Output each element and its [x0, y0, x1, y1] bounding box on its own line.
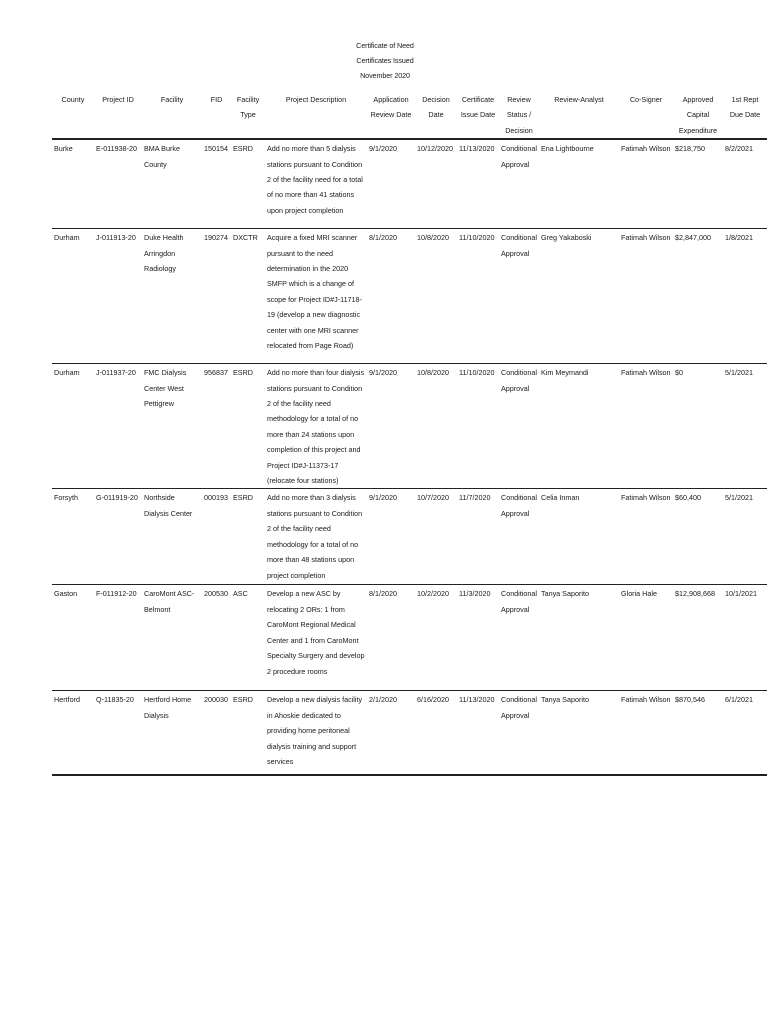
cell-review-analyst: Greg Yakaboski	[541, 233, 592, 243]
col-first-report-due-date: 1st Rept Due Date	[729, 95, 761, 120]
cell-application-review-date: 9/1/2020	[369, 144, 397, 154]
cell-application-review-date: 8/1/2020	[369, 233, 397, 243]
cell-certificate-issue-date: 11/7/2020	[459, 493, 491, 503]
cell-approved-capital: $2,847,000	[675, 233, 711, 243]
cell-project-description: Develop a new dialysis facility in Ahoskie dedicated to providing home peritoneal dialysis training and support services	[267, 695, 363, 767]
col-decision-date: Decision Date	[422, 95, 450, 120]
col-project-description: Project Description	[285, 95, 347, 104]
cell-facility: Hertford Home Dialysis	[144, 695, 192, 720]
cell-county: Hertford	[54, 695, 80, 705]
table-row	[52, 489, 767, 585]
cell-facility-type: ESRD	[233, 493, 253, 503]
cell-co-signer: Fatimah Wilson	[621, 695, 671, 705]
cell-fid: 200030	[204, 695, 228, 705]
cell-fid: 956837	[204, 368, 228, 378]
cell-application-review-date: 2/1/2020	[369, 695, 397, 705]
col-county: County	[61, 95, 85, 104]
cell-application-review-date: 8/1/2020	[369, 589, 397, 599]
cell-application-review-date: 9/1/2020	[369, 368, 397, 378]
table-row	[52, 691, 767, 776]
cell-facility-type: DXCTR	[233, 233, 258, 243]
cell-decision-date: 10/8/2020	[417, 233, 449, 243]
cell-project-description: Add no more than four dialysis stations pursuant to Condition 2 of the facility need methodology for a total of no more than 24 stations upon completion of this project and Project ID#J-11373-17 (relocate four stations)	[267, 368, 365, 486]
col-certificate-issue-date: Certificate Issue Date	[460, 95, 496, 120]
cell-review-analyst: Tanya Saporito	[541, 695, 589, 705]
cell-certificate-issue-date: 11/3/2020	[459, 589, 491, 599]
col-application-review-date: Application Review Date	[370, 95, 412, 120]
cell-first-report-due-date: 5/1/2021	[725, 493, 753, 503]
table-row	[52, 364, 767, 489]
cell-co-signer: Fatimah Wilson	[621, 144, 671, 154]
cell-decision-date: 10/2/2020	[417, 589, 449, 599]
cell-decision-date: 10/12/2020	[417, 144, 453, 154]
cell-review-status: Conditional Approval	[501, 233, 537, 258]
table-row	[52, 585, 767, 691]
cell-approved-capital: $870,546	[675, 695, 705, 705]
col-co-signer: Co-Signer	[629, 95, 663, 104]
document-title	[0, 38, 770, 83]
cell-facility: CaroMont ASC-Belmont	[144, 589, 195, 614]
certificates-table	[52, 92, 767, 776]
cell-decision-date: 6/16/2020	[417, 695, 449, 705]
cell-first-report-due-date: 8/2/2021	[725, 144, 753, 154]
cell-application-review-date: 9/1/2020	[369, 493, 397, 503]
table-row	[52, 139, 767, 229]
cell-project-id: Q-11835-20	[96, 695, 134, 705]
cell-first-report-due-date: 1/8/2021	[725, 233, 753, 243]
cell-co-signer: Gloria Hale	[621, 589, 657, 599]
cell-project-description: Develop a new ASC by relocating 2 ORs: 1 from CaroMont Regional Medical Center and 1 from CaroMont Specialty Surgery and develop 2 procedure rooms	[267, 589, 365, 676]
cell-facility: Duke Health Arringdon Radiology	[144, 233, 184, 274]
cell-fid: 000193	[204, 493, 228, 503]
cell-certificate-issue-date: 11/10/2020	[459, 368, 495, 378]
cell-facility-type: ASC	[233, 589, 248, 599]
col-fid: FID	[210, 95, 223, 104]
col-facility: Facility	[160, 95, 184, 104]
col-approved-capital-expenditure: Approved Capital Expenditure	[678, 95, 718, 135]
cell-review-status: Conditional Approval	[501, 368, 537, 393]
title-line-1: Certificate of Need	[356, 41, 414, 50]
cell-decision-date: 10/7/2020	[417, 493, 449, 503]
cell-county: Gaston	[54, 589, 78, 599]
cell-fid: 200530	[204, 589, 228, 599]
cell-first-report-due-date: 10/1/2021	[725, 589, 757, 599]
cell-review-status: Conditional Approval	[501, 695, 537, 720]
cell-county: Durham	[54, 233, 80, 243]
col-project-id: Project ID	[102, 95, 134, 104]
cell-project-id: F-011912-20	[96, 589, 137, 599]
cell-approved-capital: $0	[675, 368, 683, 378]
col-review-analyst: Review-Analyst	[554, 95, 604, 104]
cell-project-id: G-011919-20	[96, 493, 138, 503]
table-header-row	[52, 92, 767, 139]
table-row	[52, 229, 767, 364]
cell-project-description: Add no more than 3 dialysis stations pursuant to Condition 2 of the facility need methodology for a total of no more than 48 stations upon project completion	[267, 493, 363, 580]
col-facility-type: Facility Type	[236, 95, 260, 120]
cell-approved-capital: $60,400	[675, 493, 701, 503]
cell-approved-capital: $12,908,668	[675, 589, 715, 599]
cell-facility-type: ESRD	[233, 144, 253, 154]
cell-review-status: Conditional Approval	[501, 493, 537, 518]
cell-facility: Northside Dialysis Center	[144, 493, 193, 518]
cell-review-analyst: Ena Lightbourne	[541, 144, 594, 154]
cell-facility: FMC Dialysis Center West Pettigrew	[144, 368, 187, 409]
cell-facility-type: ESRD	[233, 368, 253, 378]
cell-co-signer: Fatimah Wilson	[621, 368, 671, 378]
cell-fid: 150154	[204, 144, 228, 154]
cell-co-signer: Fatimah Wilson	[621, 493, 671, 503]
cell-county: Durham	[54, 368, 80, 378]
cell-certificate-issue-date: 11/10/2020	[459, 233, 495, 243]
title-line-2: Certificates Issued	[356, 56, 414, 65]
cell-project-id: J-011913-20	[96, 233, 136, 243]
title-line-3: November 2020	[360, 71, 410, 80]
cell-project-id: J-011937-20	[96, 368, 136, 378]
cell-county: Burke	[54, 144, 73, 154]
cell-certificate-issue-date: 11/13/2020	[459, 695, 495, 705]
cell-project-id: E-011938-20	[96, 144, 138, 154]
cell-certificate-issue-date: 11/13/2020	[459, 144, 495, 154]
cell-project-description: Add no more than 5 dialysis stations pursuant to Condition 2 of the facility need for a total of no more than 41 stations upon project completion	[267, 144, 363, 215]
cell-county: Forsyth	[54, 493, 78, 503]
cell-review-analyst: Tanya Saporito	[541, 589, 589, 599]
cell-review-status: Conditional Approval	[501, 589, 537, 614]
cell-first-report-due-date: 5/1/2021	[725, 368, 753, 378]
cell-co-signer: Fatimah Wilson	[621, 233, 671, 243]
cell-decision-date: 10/8/2020	[417, 368, 449, 378]
cell-project-description: Acquire a fixed MRI scanner pursuant to the need determination in the 2020 SMFP which is a change of scope for Project ID#J-11718-19 (develop a new diagnostic center with one MRI scanner relocated from Page Road)	[267, 233, 362, 351]
col-review-status: Review Status / Decision	[505, 95, 533, 135]
cell-facility-type: ESRD	[233, 695, 253, 705]
cell-review-analyst: Kim Meymandi	[541, 368, 589, 378]
cell-review-analyst: Celia Inman	[541, 493, 580, 503]
cell-first-report-due-date: 6/1/2021	[725, 695, 753, 705]
cell-review-status: Conditional Approval	[501, 144, 537, 169]
cell-facility: BMA Burke County	[144, 144, 180, 169]
cell-fid: 190274	[204, 233, 228, 243]
cell-approved-capital: $218,750	[675, 144, 705, 154]
